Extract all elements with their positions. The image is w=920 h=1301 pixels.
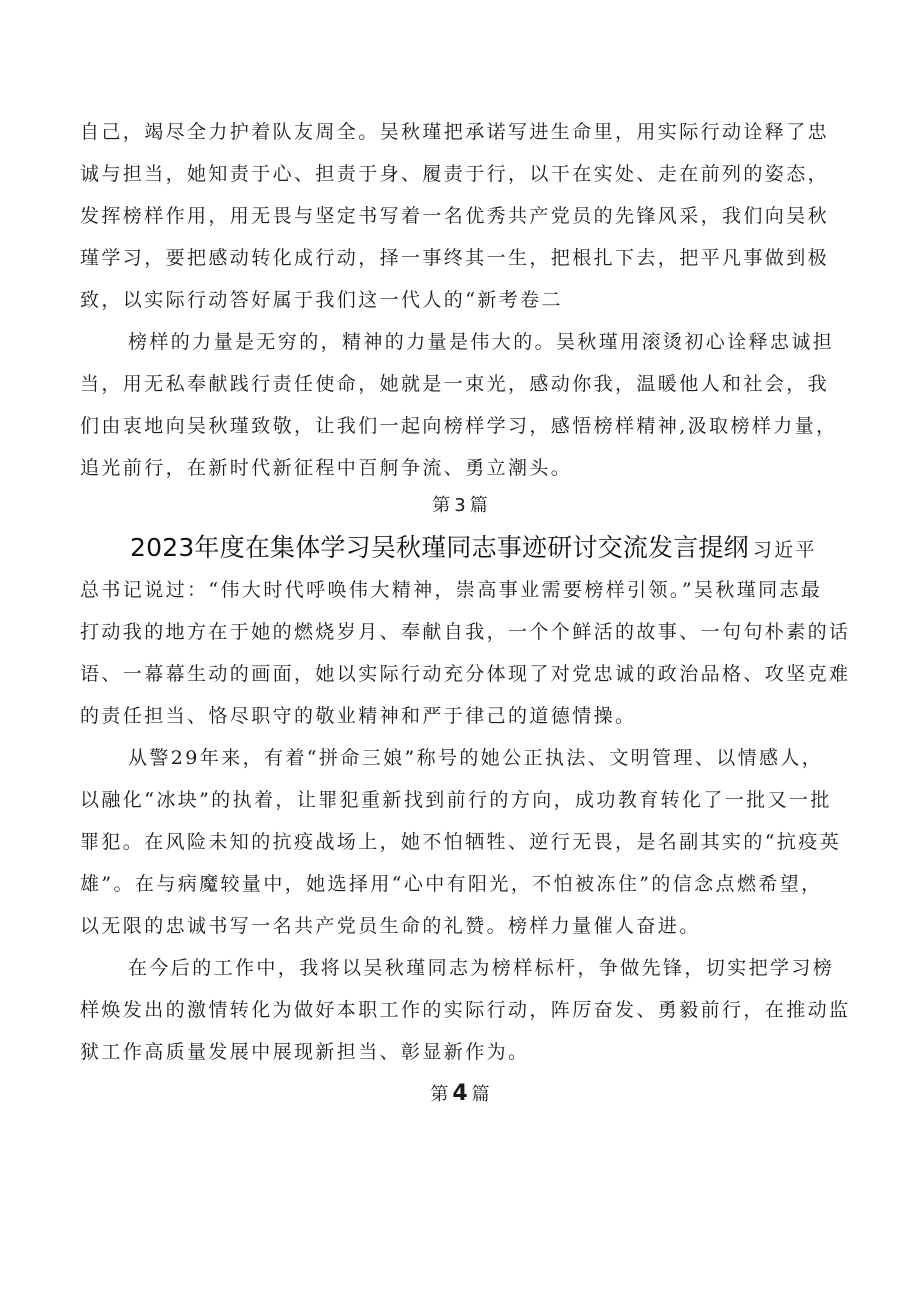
- body-text-line: 总书记说过：“伟大时代呼唤伟大精神，崇高事业需要榜样引领。”吴秋瑾同志最: [80, 579, 823, 601]
- body-text-line: 的责任担当、恪尽职守的敬业精神和严于律己的道德情操。: [80, 705, 637, 727]
- part-label-number: 4: [452, 1081, 468, 1106]
- part-label-suffix: 篇: [471, 1084, 490, 1105]
- part-label-prefix: 第: [432, 495, 451, 516]
- body-text-line: 当，用无私奉献践行责任使命，她就是一束光，感动你我，温暖他人和社会，我: [80, 373, 830, 395]
- body-text-line: 自己，竭尽全力护着队友周全。吴秋瑾把承诺写进生命里，用实际行动诠释了忠: [80, 121, 830, 143]
- body-text-line: 榜样的力量是无穷的，精神的力量是伟大的。吴秋瑾用滚烫初心诠释忠诚担: [128, 331, 835, 353]
- part-label-number: 3: [454, 495, 466, 516]
- title-line: [130, 530, 817, 569]
- body-text-line: 致，以实际行动答好属于我们这一代人的“新考卷二: [80, 289, 563, 311]
- part-label-prefix: 第: [430, 1084, 449, 1105]
- title-tail-text: 习近平: [752, 539, 818, 561]
- body-text-line: 以无限的忠诚书写一名共产党员生命的礼赞。榜样力量催人奋进。: [80, 915, 701, 937]
- body-text-line: 诚与担当，她知责于心、担责于身、履责于行，以干在实处、走在前列的姿态，: [80, 163, 830, 185]
- body-text-line: 罪犯。在风险未知的抗疫战场上，她不怕牺牲、逆行无畏，是名副其实的“抗疫英: [80, 831, 842, 853]
- body-text-line: 发挥榜样作用，用无畏与坚定书写着一名优秀共产党员的先锋风采，我们向吴秋: [80, 205, 830, 227]
- body-text-line: 样焕发出的激情转化为做好本职工作的实际行动，阵厉奋发、勇毅前行，在推动监: [80, 999, 851, 1021]
- body-text-line: 从警29年来，有着“拼命三娘”称号的她公正执法、文明管理、以情感人，: [128, 747, 824, 769]
- body-text-line: 瑾学习，要把感动转化成行动，择一事终其一生，把根扎下去，把平凡事做到极: [80, 247, 830, 269]
- body-text-line: 以融化“冰块”的执着，让罪犯重新找到前行的方向，成功教育转化了一批又一批: [80, 789, 832, 811]
- body-text-line: 们由衷地向吴秋瑾致敬，让我们一起向榜样学习，感悟榜样精神,汲取榜样力量，: [80, 415, 838, 437]
- body-text-line: 狱工作高质量发展中展现新担当、彰显新作为。: [80, 1041, 530, 1063]
- article-title: 2023年度在集体学习吴秋瑾同志事迹研讨交流发言提纲: [130, 533, 749, 562]
- part-3-label: [0, 494, 920, 518]
- body-text-line: 在今后的工作中，我将以吴秋瑾同志为榜样标杆，争做先锋，切实把学习榜: [128, 957, 835, 979]
- body-text-line: 语、一幕幕生动的画面，她以实际行动充分体现了对党忠诚的政治品格、攻坚克难: [80, 663, 851, 685]
- body-text-line: 打动我的地方在于她的燃烧岁月、奉献自我，一个个鲜活的故事、一句句朴素的话: [80, 621, 851, 643]
- part-label-suffix: 篇: [469, 495, 488, 516]
- body-text-line: 追光前行，在新时代新征程中百舸争流、勇立潮头。: [80, 457, 573, 479]
- part-4-label: [0, 1082, 920, 1107]
- body-text-line: 雄”。在与病魔较量中，她选择用“心中有阳光，不怕被冻住”的信念点燃希望，: [80, 873, 823, 895]
